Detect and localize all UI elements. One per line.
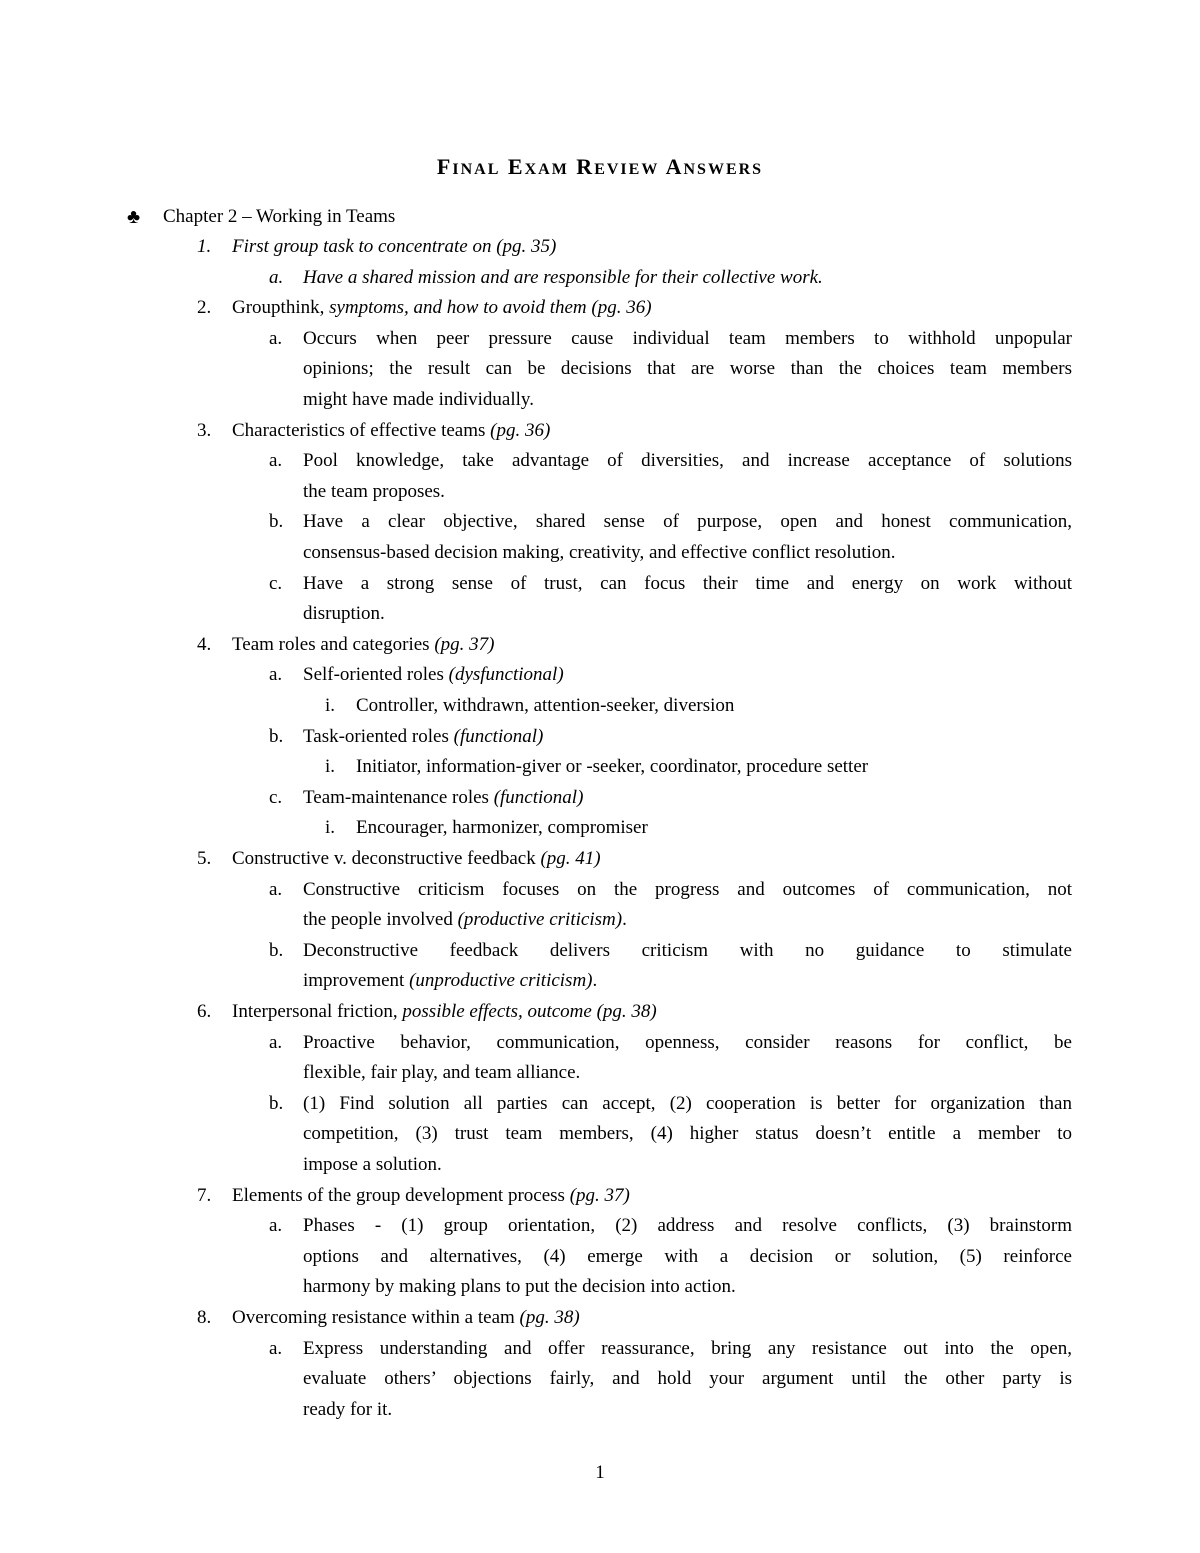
list-item-text bbox=[232, 416, 550, 446]
text-run: competition, (3) trust team members, (4) higher status doesn’t entitle a member to bbox=[303, 1123, 1072, 1144]
list-marker: a. bbox=[269, 328, 283, 349]
list-item-text bbox=[303, 660, 564, 690]
list-marker: a. bbox=[269, 267, 284, 288]
list-marker: a. bbox=[269, 1338, 283, 1359]
text-run: . bbox=[622, 909, 627, 930]
text-run: Initiator, information-giver or -seeker, coordinator, procedure setter bbox=[356, 756, 869, 777]
text-run: options and alternatives, (4) emerge with a decision or solution, (5) reinforce bbox=[303, 1246, 1072, 1267]
italic-text: First group task to concentrate on (pg. 35) bbox=[232, 236, 557, 257]
list-marker: a. bbox=[269, 1215, 283, 1236]
list-item-text bbox=[232, 1181, 630, 1211]
text-run: Phases - (1) group orientation, (2) address and resolve conflicts, (3) brainstorm bbox=[303, 1215, 1072, 1236]
list-item-text bbox=[303, 722, 543, 752]
italic-text: (productive criticism) bbox=[457, 909, 623, 930]
text-run: evaluate others’ objections fairly, and hold your argument until the other party is bbox=[303, 1368, 1072, 1389]
text-run: opinions; the result can be decisions that are worse than the choices team members bbox=[303, 358, 1072, 379]
list-item-text bbox=[303, 1089, 1072, 1119]
list-item-text bbox=[303, 905, 627, 935]
list-item-text bbox=[303, 875, 1072, 905]
text-run: (1) Find solution all parties can accept, (2) cooperation is better for organization than bbox=[303, 1093, 1072, 1114]
text-run: disruption. bbox=[303, 603, 385, 624]
text-run: impose a solution. bbox=[303, 1154, 442, 1175]
list-item-text bbox=[356, 691, 734, 721]
italic-text: symptoms, and how to avoid them (pg. 36) bbox=[329, 297, 652, 318]
page-title bbox=[0, 152, 1200, 185]
list-item-text bbox=[232, 293, 652, 323]
list-item-text bbox=[232, 1303, 580, 1333]
text-run: Occurs when peer pressure cause individual team members to withhold unpopular bbox=[303, 328, 1072, 349]
text-run: might have made individually. bbox=[303, 389, 534, 410]
italic-text: (functional) bbox=[493, 787, 584, 808]
text-run: Groupthink, bbox=[232, 297, 330, 318]
chapter-heading: Chapter 2 – Working in Teams bbox=[163, 206, 396, 227]
text-run: Proactive behavior, communication, openness, consider reasons for conflict, be bbox=[303, 1032, 1072, 1053]
italic-text: (pg. 37) bbox=[434, 634, 495, 655]
list-item-text bbox=[303, 477, 445, 507]
list-marker: b. bbox=[269, 1093, 284, 1114]
list-item-text bbox=[356, 813, 648, 843]
list-marker: 5. bbox=[197, 848, 212, 869]
text-run: Encourager, harmonizer, compromiser bbox=[356, 817, 648, 838]
italic-text: Have a shared mission and are responsible for their collective work. bbox=[303, 267, 823, 288]
title-word: REVIEW bbox=[576, 154, 660, 179]
list-marker: b. bbox=[269, 511, 284, 532]
list-item-text bbox=[303, 1028, 1072, 1058]
list-marker: 4. bbox=[197, 634, 212, 655]
list-item-text bbox=[303, 507, 1072, 537]
list-marker: i. bbox=[325, 817, 336, 838]
list-item-text bbox=[303, 1272, 736, 1302]
list-item-text bbox=[303, 1119, 1072, 1149]
text-run: Controller, withdrawn, attention-seeker, diversion bbox=[356, 695, 735, 716]
text-run: Team roles and categories bbox=[232, 634, 435, 655]
list-item-text bbox=[303, 324, 1072, 354]
list-item-text bbox=[303, 1211, 1072, 1241]
list-marker: 7. bbox=[197, 1185, 212, 1206]
text-run: Characteristics of effective teams bbox=[232, 420, 491, 441]
text-run: the people involved bbox=[303, 909, 458, 930]
list-item-text bbox=[303, 385, 534, 415]
italic-text: possible effects, outcome (pg. 38) bbox=[402, 1001, 657, 1022]
list-item-text bbox=[303, 263, 823, 293]
list-marker: b. bbox=[269, 726, 284, 747]
list-marker: c. bbox=[269, 787, 283, 808]
page-number: 1 bbox=[595, 1462, 605, 1483]
text-run: harmony by making plans to put the decision into action. bbox=[303, 1276, 736, 1297]
text-run: Constructive v. deconstructive feedback bbox=[232, 848, 541, 869]
text-run: Self-oriented roles bbox=[303, 664, 449, 685]
list-marker: 1. bbox=[197, 236, 212, 257]
italic-text: (unproductive criticism) bbox=[409, 970, 593, 991]
list-marker: a. bbox=[269, 879, 283, 900]
list-item-text bbox=[303, 538, 896, 568]
text-run: Team-maintenance roles bbox=[303, 787, 494, 808]
title-word: EXAM bbox=[507, 154, 569, 179]
list-item-text bbox=[303, 446, 1072, 476]
list-item-text bbox=[232, 844, 601, 874]
text-run: Express understanding and offer reassurance, bring any resistance out into the open, bbox=[303, 1338, 1072, 1359]
list-marker: 8. bbox=[197, 1307, 212, 1328]
title-word: ANSWERS bbox=[665, 154, 764, 179]
list-marker: 3. bbox=[197, 420, 212, 441]
list-item-text bbox=[303, 569, 1072, 599]
list-item-text bbox=[303, 1150, 442, 1180]
text-run: . bbox=[592, 970, 598, 991]
list-marker: 2. bbox=[197, 297, 212, 318]
text-run: Pool knowledge, take advantage of diversities, and increase acceptance of solutions bbox=[303, 450, 1072, 471]
list-item-text bbox=[356, 752, 868, 782]
list-marker: c. bbox=[269, 573, 283, 594]
club-suit-icon: ♣ bbox=[127, 206, 141, 228]
italic-text: (pg. 37) bbox=[569, 1185, 630, 1206]
italic-text: (dysfunctional) bbox=[448, 664, 564, 685]
list-item-text bbox=[303, 599, 385, 629]
text-run: improvement bbox=[303, 970, 410, 991]
text-run: Deconstructive feedback delivers criticism with no guidance to stimulate bbox=[303, 940, 1072, 961]
list-item-text bbox=[303, 354, 1072, 384]
list-marker: a. bbox=[269, 664, 283, 685]
italic-text: (pg. 38) bbox=[519, 1307, 580, 1328]
text-run: Overcoming resistance within a team bbox=[232, 1307, 520, 1328]
text-run: Have a clear objective, shared sense of purpose, open and honest communication, bbox=[303, 511, 1072, 532]
text-run: Have a strong sense of trust, can focus their time and energy on work without bbox=[303, 573, 1072, 594]
list-item-text bbox=[303, 966, 597, 996]
italic-text: (functional) bbox=[453, 726, 544, 747]
list-item-text bbox=[303, 936, 1072, 966]
text-run: Constructive criticism focuses on the progress and outcomes of communication, not bbox=[303, 879, 1072, 900]
text-run: consensus-based decision making, creativity, and effective conflict resolution. bbox=[303, 542, 896, 563]
list-item-text bbox=[303, 1242, 1072, 1272]
list-marker: a. bbox=[269, 450, 283, 471]
list-item-text bbox=[303, 1364, 1072, 1394]
list-item-text bbox=[232, 232, 556, 262]
text-run: flexible, fair play, and team alliance. bbox=[303, 1062, 581, 1083]
list-item-text bbox=[303, 1058, 580, 1088]
list-marker: a. bbox=[269, 1032, 283, 1053]
list-marker: 6. bbox=[197, 1001, 212, 1022]
list-marker: b. bbox=[269, 940, 284, 961]
title-word: FINAL bbox=[436, 154, 501, 179]
list-marker: i. bbox=[325, 756, 336, 777]
list-item-text bbox=[303, 783, 583, 813]
italic-text: (pg. 36) bbox=[490, 420, 551, 441]
text-run: Elements of the group development process bbox=[232, 1185, 570, 1206]
list-item-text bbox=[303, 1334, 1072, 1364]
list-item-text bbox=[232, 997, 657, 1027]
text-run: the team proposes. bbox=[303, 481, 445, 502]
list-marker: i. bbox=[325, 695, 336, 716]
list-item-text bbox=[303, 1395, 392, 1425]
italic-text: (pg. 41) bbox=[540, 848, 601, 869]
text-run: ready for it. bbox=[303, 1399, 393, 1420]
list-item-text bbox=[232, 630, 494, 660]
text-run: Interpersonal friction, bbox=[232, 1001, 403, 1022]
text-run: Task-oriented roles bbox=[303, 726, 454, 747]
